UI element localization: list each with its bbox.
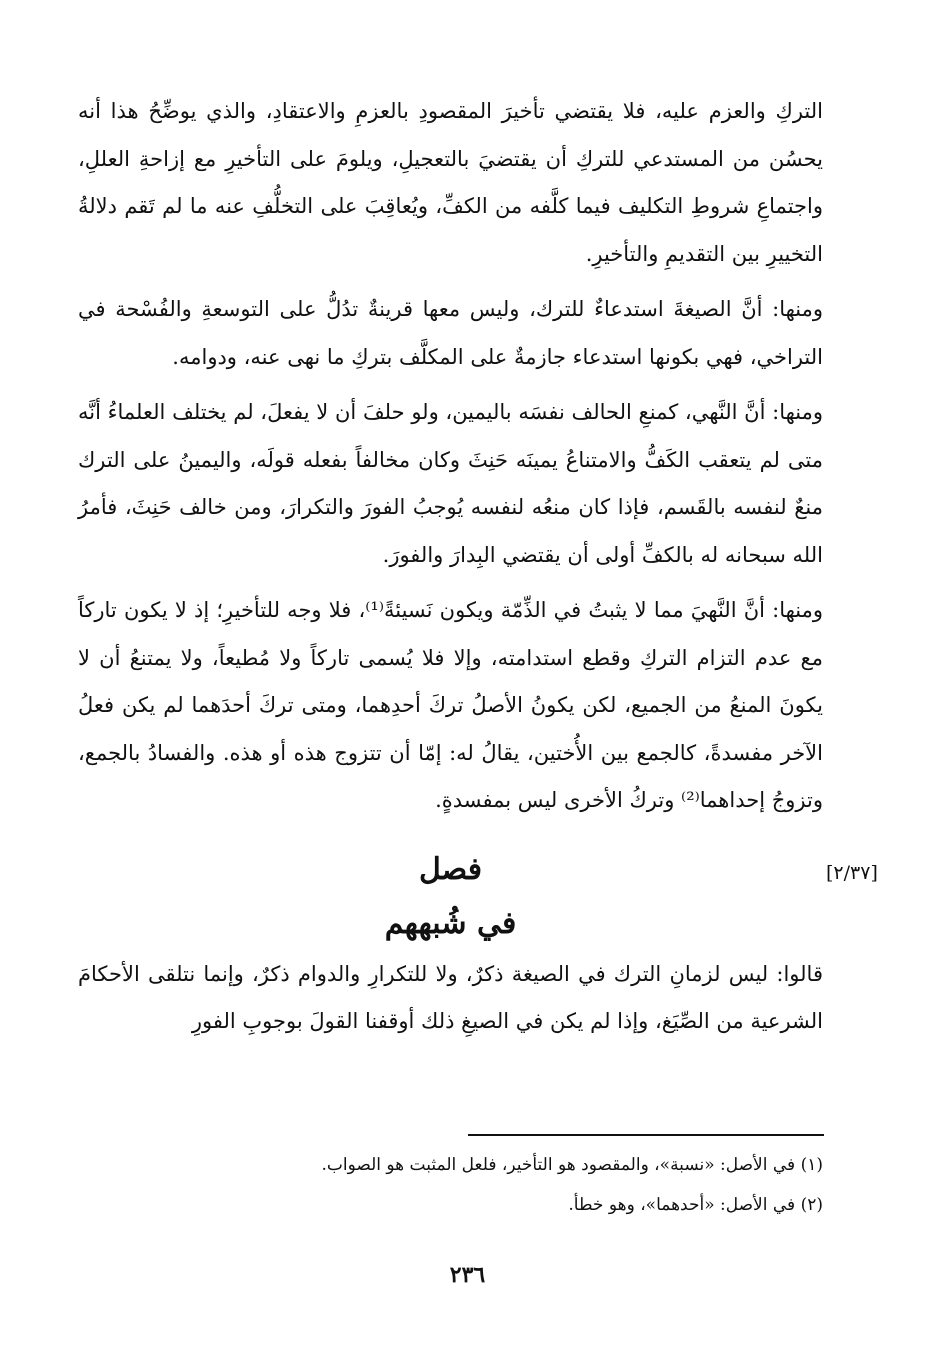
paragraph-4: ومنها: أنَّ النَّهيَ مما لا يثبتُ في الذِّمّة ويكون نَسيئةً⁽¹⁾، فلا وجه للتأخيرِ؛ إذ لا يكون تاركاً مع عدم التزام التركِ وقطع استدامته، وإلا فلا يُسمى تاركاً ولا مُطيعاً، ولا يمتنعُ أن لا يكونَ المنعُ من الجميع، لكن يكونُ الأصلُ تركَ أحدِهما، ومتى تركَ أحدَهما لم يكن فعلُ الآخر مفسدةً، كالجمع بين الأُختين، يقالُ له: إمّا أن تتزوج هذه أو هذه. والفسادُ بالجمع، وتزوجُ إحداهما⁽²⁾ وتركُ الأخرى ليس بمفسدةٍ. [78,598,824,812]
section-title: فصل [418,851,483,887]
margin-reference: [٢/٣٧] [826,862,878,884]
paragraph-2: ومنها: أنَّ الصيغةَ استدعاءٌ للترك، وليس معها قرينةٌ تدُلُّ على التوسعةِ والفُسْحة في التراخي، فهي بكونها استدعاء جازمةٌ على المكلَّف بتركِ ما نهى عنه، ودوامه. [78,297,823,369]
section-subtitle: في شُبههم [384,905,517,941]
main-text [78,88,823,1054]
footnote-separator [468,1134,824,1136]
closing-paragraph: قالوا: ليس لزمانِ الترك في الصيغة ذكرٌ، ولا للتكرارِ والدوام ذكرٌ، وإنما نتلقى الأحكامَ الشرعية من الصِّيَغ، وإذا لم يكن في الصيغِ ذلك أوقفنا القولَ بوجوبِ الفورِ [78,961,823,1033]
footnote-2: (٢) في الأصل: «أحدهما»، وهو خطأ. [568,1195,823,1215]
paragraph-1: التركِ والعزم عليه، فلا يقتضي تأخيرَ المقصودِ بالعزمِ والاعتقادِ، والذي يوضِّحُ هذا أنه يحسُن من المستدعي للتركِ أن يقتضيَ بالتعجيلِ، ويلومَ على التأخيرِ مع إزاحةِ العللِ، واجتماعِ شروطِ التكليف فيما كلَّفه من الكفِّ، ويُعاقِبَ على التخلُّفِ عنه ما لم تَقم دلالةُ التخييرِ بين التقديمِ والتأخيرِ. [78,99,823,266]
footnote-1: (١) في الأصل: «نسبة»، والمقصود هو التأخير، فلعل المثبت هو الصواب. [321,1155,823,1175]
paragraph-3: ومنها: أنَّ النَّهي، كمنعِ الحالف نفسَه باليمين، ولو حلفَ أن لا يفعلَ، لم يختلف العلماءُ أنَّه متى لم يتعقب الكَفُّ والامتناعُ يمينَه حَنِثَ وكان مخالفاً بفعله قولَه، واليمينُ على الترك منعٌ لنفسه بالقَسم، فإذا كان منعُه لنفسه يُوجبُ الفورَ والتكرارَ، ومن خالف حَنِثَ، فأمرُ الله سبحانه له بالكفِّ أولى أن يقتضي البِدارَ والفورَ. [78,400,823,567]
page-number: ٢٣٦ [449,1262,486,1288]
